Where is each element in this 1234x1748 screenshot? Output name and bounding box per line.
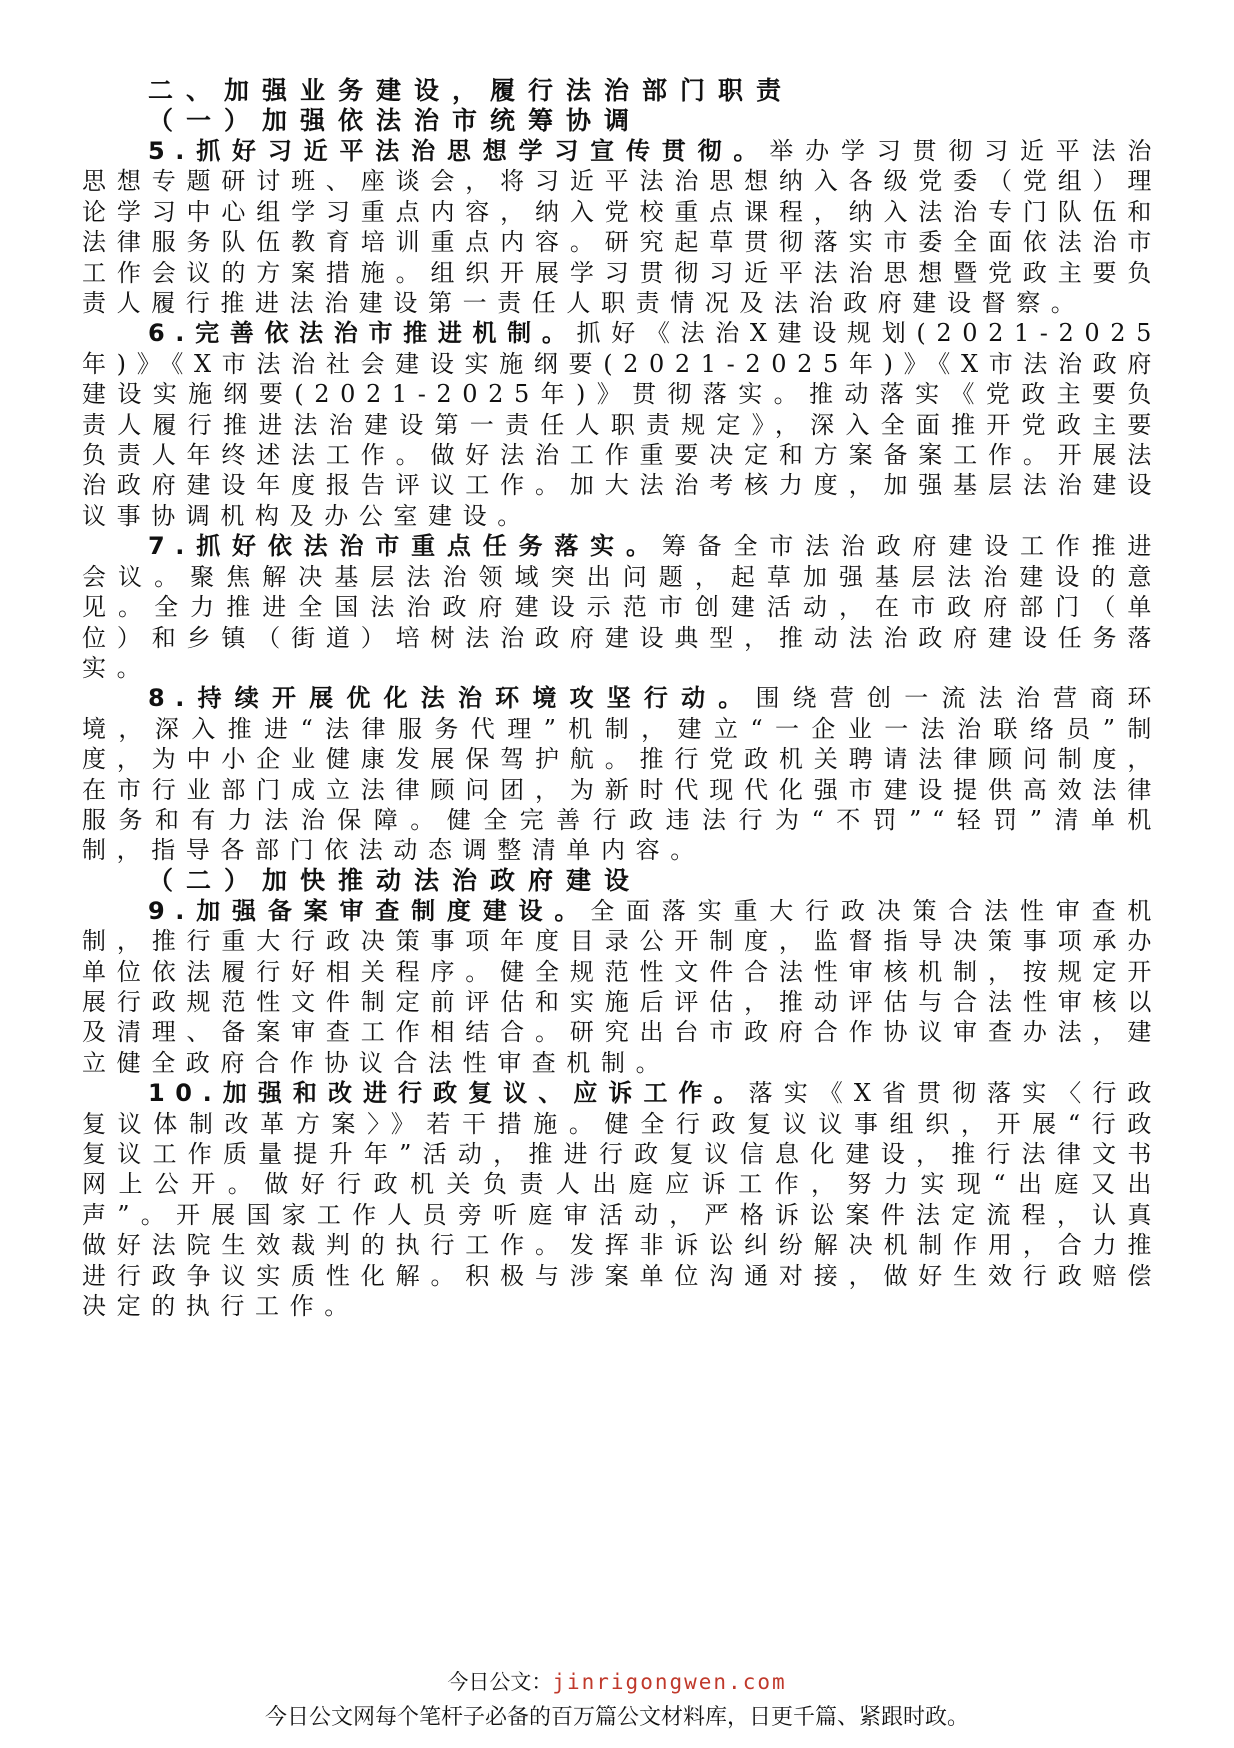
item-6: [82, 318, 1162, 531]
section-heading: 二、加强业务建设，履行法治部门职责: [148, 76, 795, 105]
item-9-title: 9.加强备案审查制度建设。: [148, 896, 591, 925]
item-7: [82, 531, 1162, 683]
subsection-heading-2: （二）加快推动法治政府建设: [148, 865, 643, 895]
item-5: [82, 136, 1162, 318]
footer-site-line: [0, 1666, 1234, 1696]
footer-site-link[interactable]: jinrigongwen.com: [552, 1670, 787, 1694]
item-8-title: 8.持续开展优化法治环境攻坚行动。: [148, 684, 756, 713]
item-8: [82, 683, 1162, 865]
document-body: [82, 76, 1162, 1321]
item-6-title: 6.完善依法治市推进机制。: [148, 319, 577, 348]
footer-site-label: 今日公文：: [447, 1670, 553, 1694]
item-7-title: 7.抓好依法治市重点任务落实。: [148, 532, 662, 561]
item-10-title: 10.加强和改进行政复议、应诉工作。: [148, 1079, 749, 1108]
item-8-body: 围绕营创一流法治营商环境，深入推进“法律服务代理”机制，建立“一企业一法治联络员”制度，为中小企业健康发展保驾护航。推行党政机关聘请法律顾问制度，在市行业部门成立法律顾问团，为新时代现代化强市建设提供高效法律服务和有力法治保障。健全完善行政违法行为“不罚”“轻罚”清单机制，指导各部门依法动态调整清单内容。: [82, 684, 1162, 865]
item-10: [82, 1078, 1162, 1321]
item-9: [82, 896, 1162, 1078]
item-5-title: 5.抓好习近平法治思想学习宣传贯彻。: [148, 137, 770, 165]
item-10-body: 落实《X省贯彻落实〈行政复议体制改革方案〉》若干措施。健全行政复议议事组织，开展“行政复议工作质量提升年”活动，推进行政复议信息化建设，推行法律文书网上公开。做好行政机关负责人出庭应诉工作，努力实现“出庭又出声”。开展国家工作人员旁听庭审活动，严格诉讼案件法定流程，认真做好法院生效裁判的执行工作。发挥非诉讼纠纷解决机制作用，合力推进行政争议实质性化解。积极与涉案单位沟通对接，做好生效行政赔偿决定的执行工作。: [82, 1079, 1162, 1321]
subsection-heading-1: （一）加强依法治市统筹协调: [148, 106, 643, 135]
footer-tagline: 今日公文网每个笔杆子必备的百万篇公文材料库，日更千篇、紧跟时政。: [264, 1705, 969, 1730]
item-5-body: 举办学习贯彻习近平法治思想专题研讨班、座谈会，将习近平法治思想纳入各级党委（党组）理论学习中心组学习重点内容，纳入党校重点课程，纳入法治专门队伍和法律服务队伍教育培训重点内容。研究起草贯彻落实市委全面依法治市工作会议的方案措施。组织开展学习贯彻习近平法治思想暨党政主要负责人履行推进法治建设第一责任人职责情况及法治政府建设督察。: [82, 137, 1162, 318]
item-6-body: 抓好《法治X建设规划(2021-2025年)》《X市法治社会建设实施纲要(2021-2025年)》《X市法治政府建设实施纲要(2021-2025年)》贯彻落实。推动落实《党政主要负责人履行推进法治建设第一责任人职责规定》，深入全面推开党政主要负责人年终述法工作。做好法治工作重要决定和方案备案工作。开展法治政府建设年度报告评议工作。加大法治考核力度，加强基层法治建设议事协调机构及办公室建设。: [82, 319, 1162, 530]
item-7-body: 筹备全市法治政府建设工作推进会议。聚焦解决基层法治领域突出问题，起草加强基层法治建设的意见。全力推进全国法治政府建设示范市创建活动，在市政府部门（单位）和乡镇（街道）培树法治政府建设典型，推动法治政府建设任务落实。: [82, 532, 1162, 682]
item-9-body: 全面落实重大行政决策合法性审查机制，推行重大行政决策事项年度目录公开制度，监督指导决策事项承办单位依法履行好相关程序。健全规范性文件合法性审核机制，按规定开展行政规范性文件制定前评估和实施后评估，推动评估与合法性审核以及清理、备案审查工作相结合。研究出台市政府合作协议审查办法，建立健全政府合作协议合法性审查机制。: [82, 896, 1162, 1077]
